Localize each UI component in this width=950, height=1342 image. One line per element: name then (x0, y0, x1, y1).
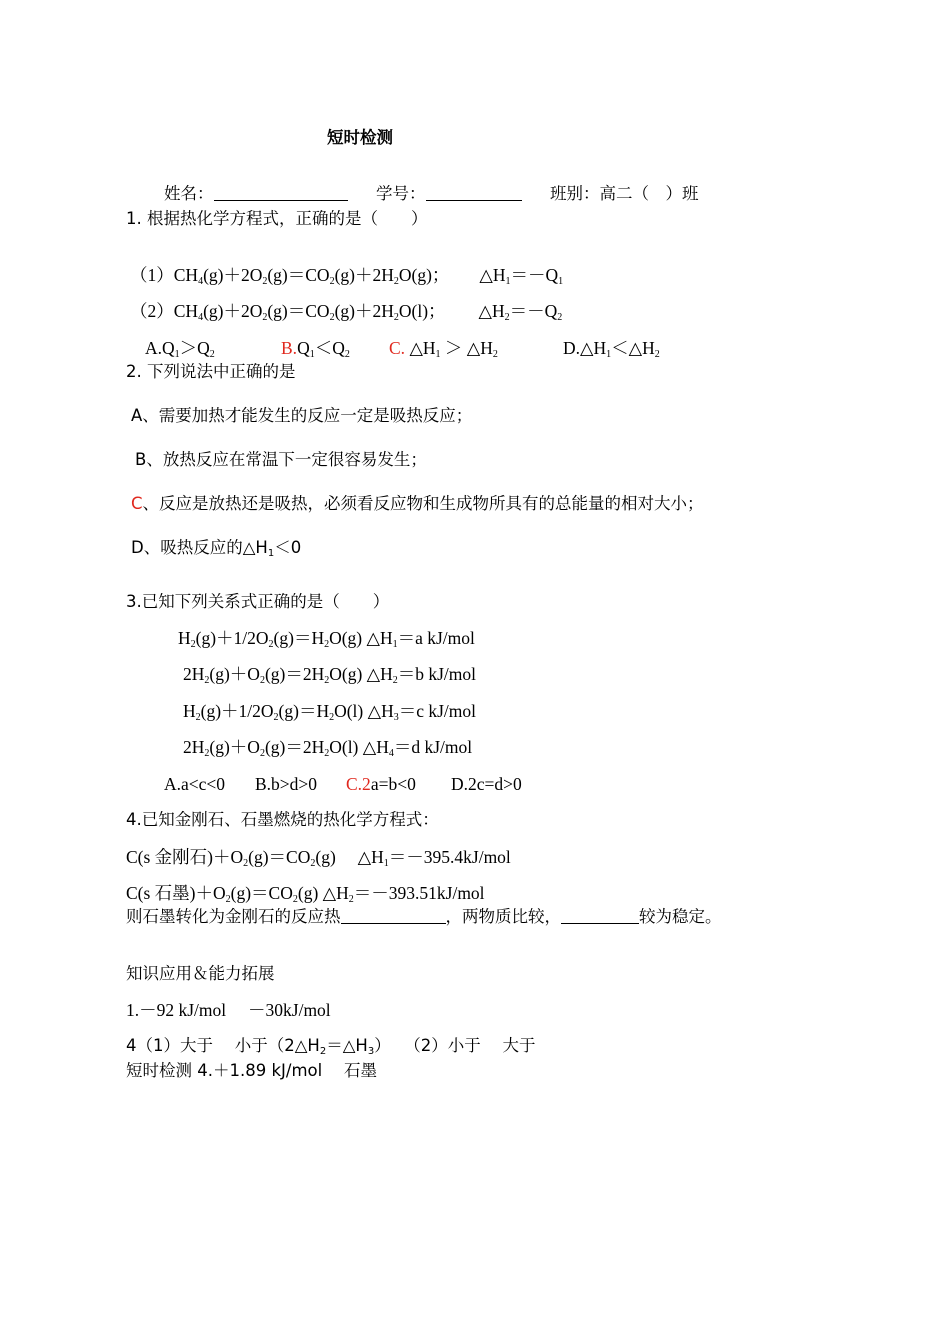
id-label: 学号： (376, 184, 426, 203)
page-title: 短时检测 (327, 128, 393, 147)
q4-stem: 4.已知金刚石、石墨燃烧的热化学方程式： (126, 810, 439, 829)
answer-1: 1.－92 kJ/mol －30kJ/mol (126, 1000, 331, 1020)
q3-option-c: C.2a=b<0 (346, 774, 416, 794)
name-label: 姓名： (164, 184, 214, 203)
q3-option-b: B.b>d>0 (255, 774, 318, 794)
q1-option-b: $B.Q_1<Q_2$ (281, 338, 350, 360)
q1-option-d: $D.\triangle H_1<\triangle H_2$ (563, 338, 660, 360)
q4-equation-1: C(s 金刚石)$+O_2(g)=CO_2(g)$ $\triangle H_1=-395.4kJ$/mol (126, 847, 511, 869)
q1-option-c: C. $\triangle H_1$ ＞ $\triangle H_2$ (389, 338, 498, 360)
answer-short-test: 短时检测 4.＋1.89 kJ/mol 石墨 (126, 1061, 377, 1080)
q4-fill-line: 则石墨转化为金刚石的反应热 ，两物质比较， 较为稳定。 (126, 907, 722, 926)
q1-equation-2: $(2)CH_4(g)+2O_2(g)=CO_2(g)+2H_2O(l)$； $\triangle H_2=-Q_2$ (130, 301, 563, 323)
answers-heading: 知识应用＆能力拓展 (126, 964, 275, 983)
q3-equation-3: $H_2(g)+1/2O_2(g)=H_2O(l)$ $\triangle H_3=c$ kJ/mol (183, 701, 477, 723)
q2-option-c: C、反应是放热还是吸热，必须看反应物和生成物所具有的总能量的相对大小； (131, 494, 704, 513)
student-info-line (164, 183, 699, 205)
q1-equation-1: $(1)CH_4(g)+2O_2(g)=CO_2(g)+2H_2O(g)$； $\triangle H_1=-Q_1$ (130, 265, 564, 287)
q2-stem: 2. 下列说法中正确的是 (126, 362, 296, 381)
q1-stem: 1. 根据热化学方程式，正确的是（ ） (126, 209, 428, 228)
q3-equation-1: $H_2(g)+1/2O_2(g)=H_2O(g)$ $\triangle H_1=a$ kJ/mol (178, 628, 475, 650)
q1-option-a: $A.Q_1>Q_2$ (145, 338, 215, 360)
answer-4: 4（1）大于 小于$(2\triangle H_2=\triangle H_3)$ （2）小于 大于 (126, 1036, 536, 1057)
id-blank[interactable] (426, 183, 522, 201)
q2-option-b: B、放热反应在常温下一定很容易发生； (135, 450, 427, 469)
q3-equation-2: $2H_2(g)+O_2(g)=2H_2O(g)$ $\triangle H_2=b$ kJ/mol (183, 664, 477, 686)
q3-option-d: D.2c=d>0 (451, 774, 522, 794)
name-blank[interactable] (214, 183, 348, 201)
q4-equation-2: C(s 石墨)$+O_2(g)=CO_2(g)$ $\triangle H_2=-393.51kJ$/mol (126, 883, 485, 905)
q3-stem: 3.已知下列关系式正确的是（ ） (126, 592, 390, 611)
q3-option-a: A.a<c<0 (164, 774, 226, 794)
reaction-heat-blank[interactable] (341, 906, 446, 924)
q3-equation-4: $2H_2(g)+O_2(g)=2H_2O(l)$ $\triangle H_4=d$ kJ/mol (183, 737, 473, 759)
q2-option-a: A、需要加热才能发生的反应一定是吸热反应； (131, 406, 473, 425)
q2-option-d: D、吸热反应的$\triangle H_1<0$ (131, 538, 302, 559)
class-label: 班别：高二（ ）班 (550, 184, 699, 203)
stable-substance-blank[interactable] (561, 906, 639, 924)
